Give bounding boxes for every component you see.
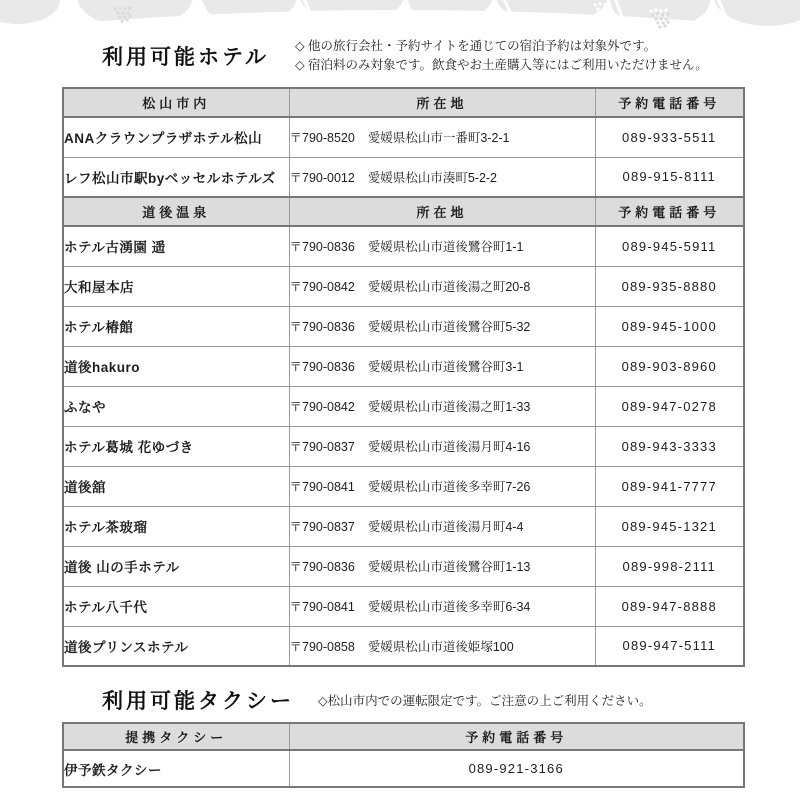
location-header-cell: 所在地 [289,197,595,226]
street-address: 愛媛県松山市道後鷺谷町1-13 [367,560,531,574]
postal-code: 〒790-0842 [289,400,355,414]
taxi-section-title: 利用可能タクシー [102,690,294,713]
hotel-row [63,117,744,157]
street-address: 愛媛県松山市道後鷺谷町5-32 [367,320,531,334]
address-cell [289,226,595,266]
hotel-row [63,386,744,426]
hotel-name-cell: ホテル茶玻瑠 [63,506,289,546]
hotel-row [63,546,744,586]
address-cell [289,626,595,666]
hotel-name-cell: 道後プリンスホテル [63,626,289,666]
area-header-cell: 松山市内 [63,88,289,117]
postal-code: 〒790-0842 [289,280,355,294]
hotel-row [63,157,744,197]
hotel-name-cell: ホテル八千代 [63,586,289,626]
hotel-name-cell: 道後舘 [63,466,289,506]
hotel-name-cell: レフ松山市駅byベッセルホテルズ [63,157,289,197]
hotel-section-notes [295,37,708,76]
phone-cell: 089-935-8880 [595,266,744,306]
street-address: 愛媛県松山市湊町5-2-2 [367,170,498,185]
phone-cell: 089-947-8888 [595,586,744,626]
taxi-company-cell: 伊予鉄タクシー [63,750,289,787]
address-cell [289,466,595,506]
postal-code: 〒790-0012 [289,170,355,185]
group-header-row-matsuyama [63,88,744,117]
postal-code: 〒790-8520 [289,131,355,146]
hotel-row [63,226,744,266]
taxi-row [63,750,744,787]
taxi-phone-cell: 089-921-3166 [289,750,744,787]
hotel-row [63,506,744,546]
address-cell [289,506,595,546]
phone-cell: 089-915-8111 [595,157,744,197]
hotel-note-1: ◇ 他の旅行会社・予約サイトを通じての宿泊予約は対象外です。 [294,38,657,53]
phone-cell: 089-945-5911 [595,226,744,266]
group-header-row-dogo [63,197,744,226]
hotel-table [62,87,745,667]
address-cell [289,306,595,346]
street-address: 愛媛県松山市道後多幸町7-26 [367,480,531,494]
address-cell [289,386,595,426]
address-cell [289,426,595,466]
taxi-table [62,722,745,788]
hotel-name-cell: ホテル葛城 花ゆづき [63,426,289,466]
hotel-name-cell: 道後 山の手ホテル [63,546,289,586]
hotel-name-cell: 大和屋本店 [63,266,289,306]
hotel-row [63,426,744,466]
street-address: 愛媛県松山市道後湯月町4-4 [367,520,524,534]
street-address: 愛媛県松山市道後鷺谷町1-1 [367,240,524,255]
hotel-name-cell: ANAクラウンプラザホテル松山 [63,117,289,157]
address-cell [289,546,595,586]
phone-header-cell: 予約電話番号 [595,88,744,117]
postal-code: 〒790-0837 [289,520,355,534]
street-address: 愛媛県松山市道後多幸町6-34 [367,600,531,614]
street-address: 愛媛県松山市道後鷺谷町3-1 [367,360,524,374]
hotel-row [63,466,744,506]
postal-code: 〒790-0837 [289,440,355,454]
phone-cell: 089-903-8960 [595,346,744,386]
hotel-note-2: ◇ 宿泊料のみ対象です。飲食やお土産購入等にはご利用いただけません。 [294,58,708,72]
hotel-row [63,306,744,346]
postal-code: 〒790-0858 [289,639,355,654]
area-header-cell: 道後温泉 [63,197,289,226]
postal-code: 〒790-0836 [289,320,355,334]
address-cell [289,346,595,386]
postal-code: 〒790-0841 [289,600,355,614]
flower-pattern-decoration [0,0,800,34]
address-cell [289,586,595,626]
address-cell [289,117,595,157]
street-address: 愛媛県松山市道後湯之町1-33 [367,400,531,414]
phone-cell: 089-941-7777 [595,466,744,506]
address-cell [289,266,595,306]
hotel-section-header [62,32,743,80]
postal-code: 〒790-0836 [289,360,355,374]
phone-cell: 089-933-5511 [595,117,744,157]
hotel-name-cell: 道後hakuro [63,346,289,386]
hotel-row [63,266,744,306]
address-cell [289,157,595,197]
postal-code: 〒790-0841 [289,480,355,494]
taxi-header-row [63,723,744,750]
street-address: 愛媛県松山市道後姫塚100 [367,639,514,654]
street-address: 愛媛県松山市一番町3-2-1 [367,131,510,146]
phone-cell: 089-947-5111 [595,626,744,666]
phone-cell: 089-945-1000 [595,306,744,346]
postal-code: 〒790-0836 [289,560,355,574]
phone-cell: 089-945-1321 [595,506,744,546]
taxi-company-header-cell: 提携タクシー [63,723,289,750]
phone-header-cell: 予約電話番号 [595,197,744,226]
hotel-name-cell: ホテル椿館 [63,306,289,346]
location-header-cell: 所在地 [289,88,595,117]
hotel-row [63,346,744,386]
street-address: 愛媛県松山市道後湯之町20-8 [367,280,531,294]
hotel-row [63,586,744,626]
phone-cell: 089-998-2111 [595,546,744,586]
taxi-section-header [62,684,743,716]
street-address: 愛媛県松山市道後湯月町4-16 [367,440,531,454]
phone-cell: 089-947-0278 [595,386,744,426]
hotel-name-cell: ふなや [63,386,289,426]
hotel-name-cell: ホテル古湧園 遥 [63,226,289,266]
postal-code: 〒790-0836 [289,240,355,255]
taxi-note: ◇松山市内での運転限定です。ご注意の上ご利用ください。 [318,694,652,708]
phone-cell: 089-943-3333 [595,426,744,466]
hotel-row [63,626,744,666]
hotel-section-title: 利用可能ホテル [102,46,269,69]
taxi-phone-header-cell: 予約電話番号 [289,723,744,750]
